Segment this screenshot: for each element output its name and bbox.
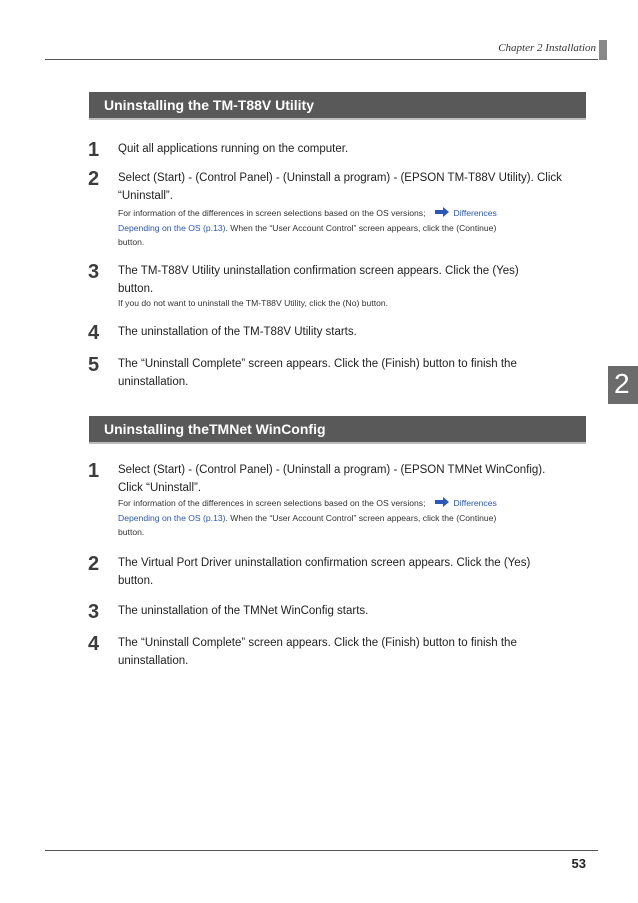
note-text: . When the “User Account Control” screen appears, click the (Continue)	[225, 513, 497, 523]
section-title-bar	[89, 416, 586, 442]
header-tab-marker	[599, 40, 607, 60]
note-text: . When the “User Account Control” screen appears, click the (Continue)	[225, 223, 497, 233]
section-title-bar	[89, 92, 586, 118]
cross-reference-link[interactable]: Differences	[453, 208, 497, 218]
step-text: The uninstallation of the TM-T88V Utility starts.	[118, 326, 357, 338]
step-text-line: Select (Start) - (Control Panel) - (Uninstall a program) - (EPSON TMNet WinConfig).	[118, 464, 546, 476]
step-number: 1	[88, 460, 100, 482]
cross-reference-link[interactable]: Depending on the OS (p.13)	[118, 223, 226, 233]
note-text: For information of the differences in screen selections based on the OS versions;	[118, 498, 426, 508]
chapter-title: Chapter 2 Installation	[498, 42, 596, 54]
step-text	[118, 169, 588, 205]
page-header	[0, 38, 638, 60]
section-title: Uninstalling the TM-T88V Utility	[104, 97, 315, 113]
page-number: 53	[571, 856, 586, 871]
step-text-line: Select (Start) - (Control Panel) - (Uninstall a program) - (EPSON TM-T88V Utility). Click	[118, 172, 562, 184]
step-text-line: The Virtual Port Driver uninstallation confirmation screen appears. Click the (Yes)	[118, 557, 531, 569]
step-text-line: uninstallation.	[118, 655, 189, 667]
step-text-line: uninstallation.	[118, 376, 189, 388]
note-text: button.	[118, 527, 145, 537]
section-title-underline	[89, 118, 586, 120]
step-text-line: The “Uninstall Complete” screen appears. Click the (Finish) button to finish the	[118, 358, 517, 370]
step-text: Quit all applications running on the computer.	[118, 143, 349, 155]
step-text	[118, 554, 588, 590]
step-text	[118, 262, 588, 298]
step-text-line: Click “Uninstall”.	[118, 482, 202, 494]
step-text-line: button.	[118, 283, 154, 295]
step-text	[118, 461, 588, 497]
step-text	[118, 634, 588, 670]
step-text-line: The TM-T88V Utility uninstallation confirmation screen appears. Click the (Yes)	[118, 265, 519, 277]
step-note	[118, 496, 588, 539]
step-text-line: “Uninstall”.	[118, 190, 173, 202]
section-title-underline	[89, 442, 586, 444]
header-rule	[45, 59, 598, 60]
chapter-tab-number: 2	[614, 368, 630, 399]
step-number: 4	[88, 633, 100, 655]
step-number: 5	[88, 354, 100, 376]
step-text	[118, 355, 588, 391]
cross-reference-link[interactable]: Depending on the OS (p.13)	[118, 513, 226, 523]
arrow-right-icon	[435, 207, 449, 221]
step-number: 2	[88, 553, 100, 575]
step-text-line: button.	[118, 575, 154, 587]
note-text: For information of the differences in screen selections based on the OS versions;	[118, 208, 426, 218]
arrow-right-icon	[435, 497, 449, 511]
step-note: If you do not want to uninstall the TM-T88V Utility, click the (No) button.	[118, 298, 389, 308]
step-number: 3	[88, 261, 100, 283]
cross-reference-link[interactable]: Differences	[453, 498, 497, 508]
chapter-tab	[608, 366, 638, 404]
step-number: 3	[88, 601, 100, 623]
footer-rule	[45, 850, 598, 851]
step-number: 2	[88, 168, 100, 190]
section-title: Uninstalling theTMNet WinConfig	[104, 421, 326, 437]
step-text-line: The “Uninstall Complete” screen appears. Click the (Finish) button to finish the	[118, 637, 517, 649]
step-text: The uninstallation of the TMNet WinConfig starts.	[118, 605, 369, 617]
step-number: 4	[88, 322, 100, 344]
note-text: button.	[118, 237, 145, 247]
step-note	[118, 206, 588, 249]
step-number: 1	[88, 139, 100, 161]
